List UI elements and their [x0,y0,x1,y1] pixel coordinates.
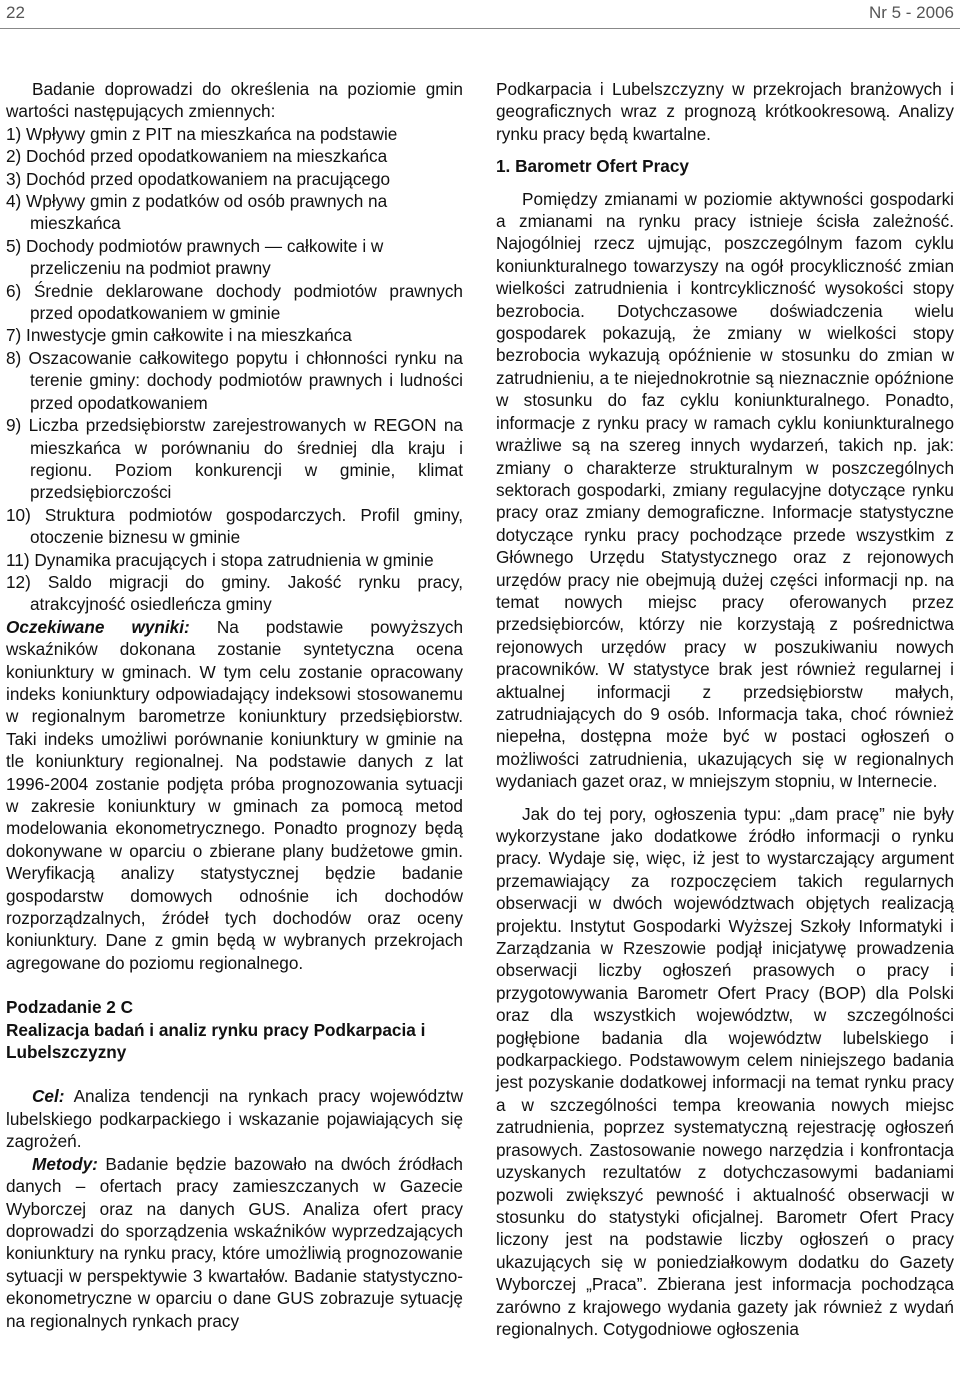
page-header [0,0,960,29]
goal-label: Cel: [32,1086,65,1107]
list-item: 5) Dochody podmiotów prawnych — całkowite i w przeliczeniu na podmiot prawny [6,235,384,279]
list-item: 11) Dynamika pracujących i stopa zatrudnienia w gminie [6,549,434,570]
list-item: 3) Dochód przed opodatkowaniem na pracującego [6,168,391,189]
methods-text: Badanie będzie bazowało na dwóch źródłach danych – ofertach pracy zamieszczanych w Gazecie Wyborczej oraz na danych GUS. Analiza ofert pracy doprowadzi do sporządzenia wskaźników wyprzedzających koniunktury na rynku pracy, które umożliwią prognozowanie sytuacji w perspektywie 3 kwartałów. Badanie statystyczno-ekonometryczne w oparciu o dane GUS zobrazuje sytuację na regionalnych rynkach pracy [6,1153,463,1331]
continuation-paragraph: Podkarpacia i Lubelszczyzny w przekrojach branżowych i geograficznych wraz z prognozą krótkookresową. Analizy rynku pracy będą kwartalne. [496,79,954,144]
goal-paragraph [6,1085,463,1152]
list-item: 12) Saldo migracji do gminy. Jakość rynku pracy, atrakcyjność osiedleńcza gminy [6,571,463,615]
variables-list [6,123,463,616]
list-item: 8) Oszacowanie całkowitego popytu i chłonności rynku na terenie gminy: dochody podmiotów prawnych i ludności przed opodatkowaniem [6,347,463,413]
body-paragraph: Jak do tej pory, ogłoszenia typu: „dam pracę” nie były wykorzystane jako dodatkowe źródło informacji o rynku pracy. Wydaje się, więc, iż jest to wystarczający argument przemawiający za rozpoczęciem takich regularnych obserwacji w dwóch województwach objętych realizacją projektu. Instytut Gospodarki Wyższej Szkoły Informatyki i Zarządzania w Rzeszowie podjął inicjatywę prowadzenia obserwacji liczby ogłoszeń prasowych o pracy i przygotowywania Barometr Ofert Pracy (BOP) dla Polski oraz dla wszystkich województw, w szczególności pogłębione badania dla województw lubelskiego i podkarpackiego. Podstawowym celem niniejszego badania jest pozyskanie dodatkowej informacji na temat rynku pracy a w szczególności tempa kreowania nowych miejsc zatrudnienia, poprzez systematyczną rejestrację ogłoszeń prasowych. Zastosowanie nowego narzędzia i konfrontacja uzyskanych rezultatów z dotychczasowymi badaniami pozwoli zwiększyć pewność i aktualność obserwacji w stosunku do statystyki oficjalnej. Barometr Ofert Pracy liczony jest na podstawie liczby ogłoszeń o pracy ukazujących się w poniedziałkowym dodatku do Gazety Wyborczej „Praca”. Zbierana jest informacja pochodząca zarówno z krajowego wydania gazety jak również z wydań regionalnych. Cotygodniowe ogłoszenia [496,803,954,1339]
list-item: 10) Struktura podmiotów gospodarczych. Profil gminy, otoczenie biznesu w gminie [6,504,463,548]
list-item: 2) Dochód przed opodatkowaniem na mieszkańca [6,146,388,167]
list-item: 6) Średnie deklarowane dochody podmiotów prawnych przed opodatkowaniem w gminie [6,280,463,324]
issue-label: Nr 5 - 2006 [868,3,954,22]
results-text: Na podstawie powyższych wskaźników dokonana zostanie syntetyczna ocena koniunktury w gminach. W tym celu zostanie opracowany indeks koniunktury odpowiadający indeksowi stosowanemu w regionalnym barometrze koniunktury przedsiębiorstw. Taki indeks umożliwi porównanie koniunktury w gminie na tle koniunktury regionalnej. Na podstawie danych z lat 1996-2004 zostanie podjęta próba prognozowania sytuacji w zakresie koniunktury w gminach za pomocą metod modelowania ekonometrycznego. Ponadto prognozy będą dokonywane w oparciu o zbierane plany budżetowe gmin. Weryfikacją analizy statystycznej będzie badanie gospodarstw domowych odnośnie ich dochodów rozporządzalnych, źródeł tych dochodów oraz oceny koniunktury. Dane z gmin będą w wybranych przekrojach agregowane do poziomu regionalnego. [6,616,464,973]
intro-paragraph: Badanie doprowadzi do określenia na poziomie gmin wartości następujących zmiennych: [6,79,463,122]
body-paragraph: Pomiędzy zmianami w poziomie aktywności gospodarki a zmianami na rynku pracy istnieje ścisła zależność. Najogólniej rzecz ujmując, poszczególnym fazom cyklu koniunkturalnego towarzyszy na ogół procykliczność zmian wielkości zatrudnienia i kontrcykliczność wysokości stopy bezrobocia. Dotychczasowe doświadczenia wielu gospodarek pokazują, że zmiany w wielkości stopy bezrobocia wykazują opóźnienie w stosunku do zmian w zatrudnieniu, a te niejednokrotnie są nieznacznie opóźnione w stosunku do faz cyklu koniunkturalnego. Ponadto, informacje z rynku pracy w ramach cyklu koniunkturalnego wrażliwe są na szereg innych wydarzeń, takich np. jak: zmiany o charakterze strukturalnym w poszczególnych sektorach gospodarki, zmiany regulacyjne dotyczące rynku pracy oraz zmiany demograficzne. Informacje statystyczne dotyczące rynku pracy pochodzące przede wszystkim z Głównego Urzędu Statystycznego oraz z rejonowych urzędów pracy nie obejmują dużej części informacji np. na temat nowych miejsc pracy oferowanych przez przedsiębiorców, którzy nie korzystają z pośrednictwa rejonowych urzędów pracy w poszukiwaniu nowych pracowników. W statystyce brak jest również regularnej i aktualnej informacji z przedsiębiorstw małych, zatrudniających do 9 osób. Informacja taka, choć również niepełna, dostępna może być w postaci ogłoszeń o możliwości zatrudnienia, ukazujących się w regionalnych wydaniach gazet oraz, w mniejszym stopniu, w Internecie. [496,188,954,792]
list-item: 9) Liczba przedsiębiorstw zarejestrowanych w REGON na mieszkańca w porównaniu do średniej dla kraju i regionu. Poziom konkurencji w gminie, klimat przedsiębiorczości [6,415,463,503]
list-item: 1) Wpływy gmin z PIT na mieszkańca na podstawie [6,123,398,144]
results-label: Oczekiwane wyniki: [6,616,190,637]
goal-text: Analiza tendencji na rynkach pracy województw lubelskiego podkarpackiego i wskazanie pojawiających się zagrożeń. [6,1086,463,1152]
subtask-number: Podzadanie 2 C [6,997,134,1018]
section-heading: 1. Barometr Ofert Pracy [496,156,689,177]
left-column [6,78,463,1332]
results-paragraph [6,616,463,975]
methods-label: Metody: [32,1153,98,1174]
list-item: 7) Inwestycje gmin całkowite i na mieszkańca [6,325,352,346]
list-item: 4) Wpływy gmin z podatków od osób prawnych na mieszkańca [6,191,388,234]
methods-paragraph [6,1153,463,1332]
page-number: 22 [6,3,25,22]
right-column [496,78,954,1340]
subtask-title: Realizacja badań i analiz rynku pracy Podkarpacia i Lubelszczyzny [6,1019,426,1063]
